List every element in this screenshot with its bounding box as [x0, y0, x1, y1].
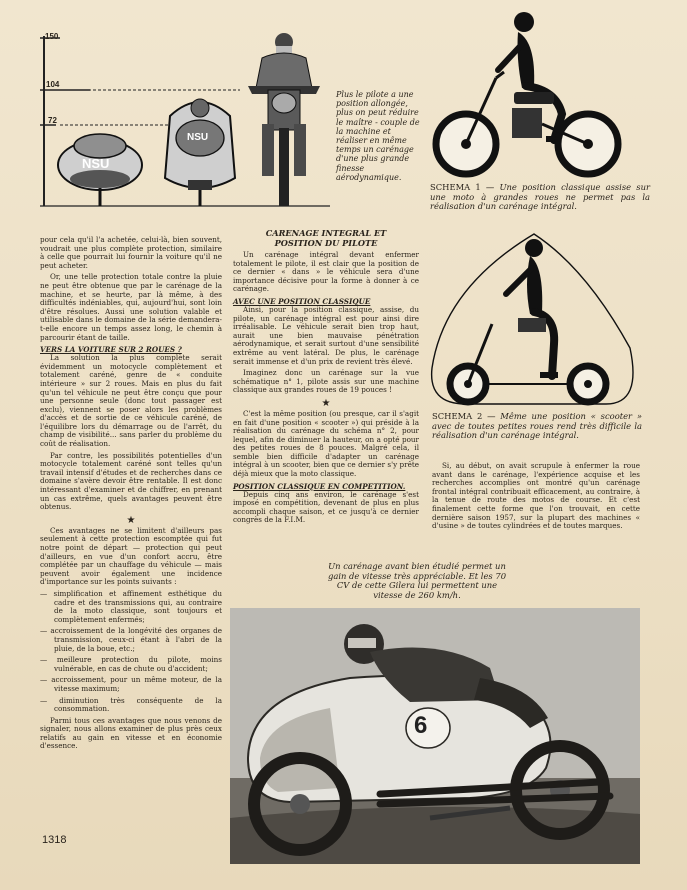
- schema2-scooter-fairing-illustration: [426, 228, 648, 410]
- col1-bullet-5: — diminution très conséquente de la consommation.: [40, 695, 222, 714]
- fairing-badge-left: NSU: [82, 156, 110, 171]
- page-number: 1318: [42, 834, 67, 846]
- col2-title: CARENAGE INTEGRAL ET POSITION DU PILOTE: [265, 228, 387, 248]
- photo-caption: Un carénage avant bien étudié permet un gain de vitesse très appréciable. Et les 70 CV de cette Gilera lui permettent une vitesse de 260 km/h.: [327, 561, 507, 600]
- col2-heading-2: POSITION CLASSIQUE EN COMPETITION.: [233, 481, 406, 491]
- schema2-label: SCHEMA 2: [432, 411, 483, 421]
- col1-heading: VERS LA VOITURE SUR 2 ROUES ?: [40, 345, 182, 355]
- race-number: 6: [414, 712, 428, 739]
- col2-heading-1: AVEC UNE POSITION CLASSIQUE: [233, 296, 371, 306]
- column-3: [432, 462, 640, 534]
- col1-bullet-1: — simplification et affinement esthétique du cadre et des transmissions qui, au contraire de la moto classique, sont toujours et complètement enfermés;: [40, 588, 222, 624]
- col1-paragraph-5: Ces avantages ne se limitent d'ailleurs pas seulement à cette protection escomptée qui fut notre point de départ — protection qui peut d'ailleurs, en vue d'un confort accru, être complétée par un chauffage du véhicule — mais peuvent avoir également une incidence d'importance sur les points suivants :: [40, 525, 222, 587]
- column-2: [233, 228, 419, 528]
- col1-paragraph-2: Or, une telle protection totale contre la pluie ne peut être obtenue que par le carénage de la machine, et se heurte, par là même, à des difficultés indéniables, qui, aujourd'hui, sont loin d'être résolues. Aussi une solution valable et utilisable dans le domaine de la série demandera-t-elle encore un temps assez long, le chemin à parcourir étant de taille.: [40, 272, 222, 342]
- top-figure-caption: Plus le pilote a une position allongée, plus on peut réduire le maître - couple de la machine et réaliser en même temps un carénage d'une plus grande finesse aérodynamique.: [336, 90, 420, 182]
- top-figure: [30, 28, 340, 210]
- schema1-caption: [430, 183, 650, 212]
- col1-bullet-3: — meilleure protection du pilote, moins vulnérable, en cas de chute ou d'accident;: [40, 655, 222, 673]
- scale-tick-150: 150: [45, 32, 59, 41]
- col3-paragraph-1: Si, au début, on avait scrupule à enfermer la roue avant dans le carénage, l'expérience acquise et les recherches accomplies ont montré qu'un carénage frontal intégral contribuait efficacement, au contraire, à la tenue de route des motos de course. Et c'est finalement cette forme que l'on trouvait, en cette dernière saison 1957, sur la plupart des machines « d'usine » de toutes cylindrées et de toutes marques.: [432, 461, 640, 531]
- scale-tick-72: 72: [48, 116, 57, 125]
- col2-paragraph-2: Ainsi, pour la position classique, assise, du pilote, un carénage intégral est pour ainsi dire irréalisable. Le véhicule serait bien trop haut, aurait une bien mauvaise pénétration aérodynamique, et serait surtout d'une sensibilité extrême au vent latéral. De plus, le carénage serait immense et d'un prix de revient très élevé.: [233, 304, 419, 366]
- col1-paragraph-4: Par contre, les possibilités potentielles d'un motocycle totalement caréné sont telles qu'un travail intensif d'études et de recherches dans ce domaine s'avère devoir être rentable. Il est donc intéressant d'examiner et de chiffrer, en prenant un cas extrême, quels avantages peuvent être obtenus.: [40, 450, 222, 512]
- col2-paragraph-1: Un carénage intégral devant enfermer totalement le pilote, il est clair que la position de ce dernier « dans » le véhicule sera d'une importance décisive pour la forme à donner à ce carénage.: [233, 250, 419, 294]
- col2-star-separator: ★: [321, 397, 331, 409]
- col2-paragraph-4: C'est la même position (ou presque, car il s'agit en fait d'une position « scooter ») qui préside à la réalisation du carénage du schéma n° 2, pour lequel, afin de diminuer la hauteur, on a opté pour des petites roues de 8 pouces. Malgré cela, il semble bien difficile d'adapter un carénage intégral à un scooter, bien que ce dernier s'y prête déjà mieux que la moto classique.: [233, 408, 419, 479]
- col1-star-separator: ★: [126, 514, 136, 526]
- fairing-silhouettes-diagram: [30, 28, 340, 210]
- column-1: [40, 236, 222, 754]
- col1-paragraph-6: Parmi tous ces avantages que nous venons de signaler, nous allons examiner de plus près ceux relatifs au gain en vitesse et en économie d'essence.: [40, 715, 222, 751]
- gilera-racing-photo-illustration: [230, 608, 640, 864]
- col1-bullet-2: — accroissement de la longévité des organes de transmission, ceux-ci étant à l'abri de la pluie, de la boue, etc.;: [40, 626, 222, 653]
- schema2-caption: [432, 412, 642, 441]
- racing-photo: [230, 608, 640, 864]
- schema1-label: SCHEMA 1: [430, 182, 481, 192]
- schema2-caption-text: — Même une position « scooter » avec de toutes petites roues rend très difficile la réalisation d'un carénage intégral.: [432, 411, 642, 441]
- col1-paragraph-3: La solution la plus complète serait évidemment un motocycle complètement et totalement caréné, genre de « conduite intérieure » sur 2 roues. Mais en plus du fait qu'un tel véhicule ne peut être conçu que pour une personne seule (donc tout passager est exclu), viennent se poser alors les problèmes d'accès et de sortie de ce véhicule caréné, de l'équilibre lors du démarrage ou de l'arrêt, du champ de visibilité... sans parler du problème du coût de réalisation.: [40, 353, 222, 449]
- col1-bullet-4: — accroissement, pour un même moteur, de la vitesse maximum;: [40, 675, 222, 693]
- col2-paragraph-5: Depuis cinq ans environ, le carénage s'est imposé en compétition, devenant de plus en plus accompli chaque saison, et ce jusqu'à ce dernier congrès de la F.I.M.: [233, 489, 419, 525]
- col2-paragraph-3: Imaginez donc un carénage sur la vue schématique n° 1, pilote assis sur une machine classique aux grandes roues de 19 pouces !: [233, 368, 419, 395]
- schema1-diagram: [426, 8, 636, 186]
- col1-paragraph-1: pour cela qu'il l'a achetée, celui-là, bien souvent, voudrait une plus complète protection, similaire à celle que pourrait lui fournir la voiture qu'il ne peut acheter.: [40, 235, 222, 270]
- scale-tick-104: 104: [46, 80, 60, 89]
- schema1-caption-text: — Une position classique assise sur une moto à grandes roues ne permet pas la réalisation d'un carénage intégral.: [430, 182, 650, 212]
- schema1-motorcycle-illustration: [426, 8, 636, 186]
- schema2-diagram: [426, 228, 648, 410]
- fairing-badge-right: NSU: [187, 132, 209, 143]
